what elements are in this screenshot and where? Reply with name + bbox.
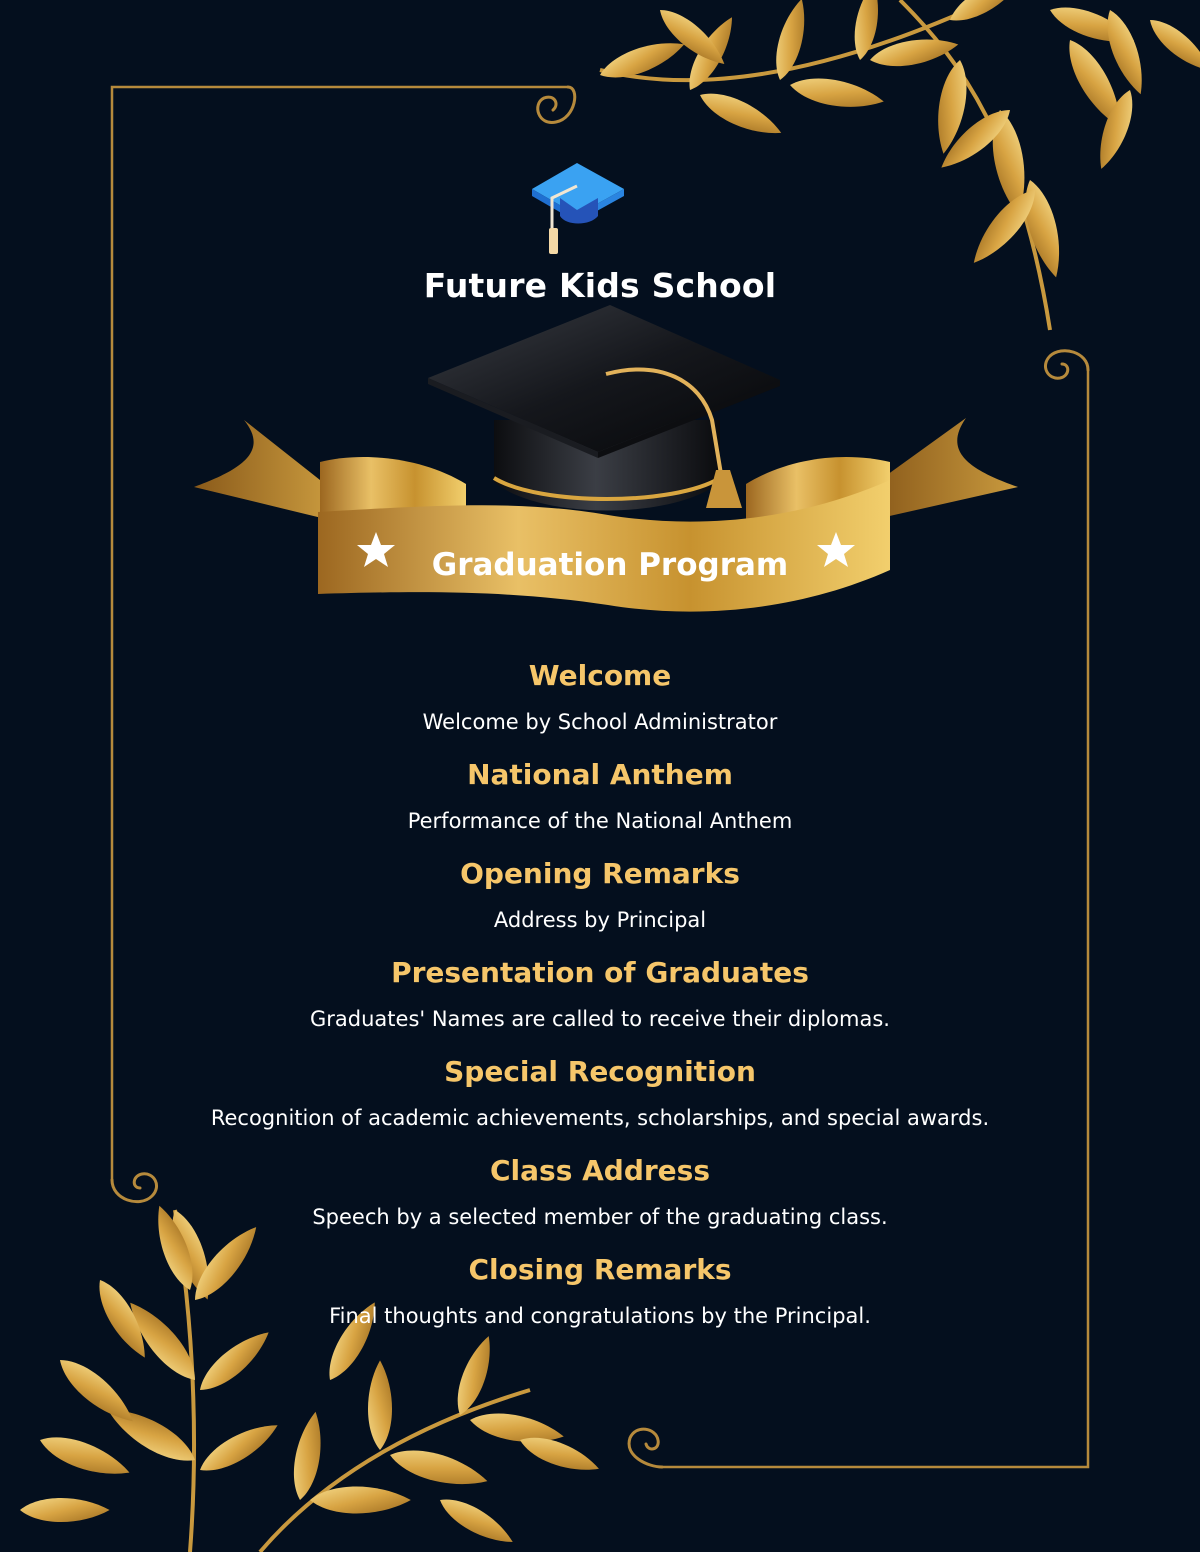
agenda-heading: Closing Remarks [468, 1253, 732, 1286]
agenda-item-closing-remarks [150, 1248, 1050, 1347]
agenda-heading: Opening Remarks [460, 857, 740, 890]
agenda-description: Final thoughts and congratulations by the Principal. [329, 1304, 871, 1328]
agenda-item-national-anthem [150, 753, 1050, 852]
agenda-heading: National Anthem [467, 758, 733, 791]
swirl-ornament-icon [1045, 351, 1088, 378]
agenda-description: Performance of the National Anthem [407, 809, 793, 833]
agenda-item-opening-remarks [150, 852, 1050, 951]
swirl-ornament-icon [538, 87, 575, 122]
agenda-description: Welcome by School Administrator [422, 710, 778, 734]
swirl-ornament-icon [629, 1429, 662, 1467]
agenda-item-special-recognition [150, 1050, 1050, 1149]
agenda-heading: Class Address [489, 1154, 710, 1187]
mortarboard-icon [428, 305, 780, 511]
agenda-description: Speech by a selected member of the graduating class. [312, 1205, 888, 1229]
program-title: Graduation Program [431, 547, 789, 583]
agenda-heading: Welcome [528, 659, 672, 692]
agenda-description: Graduates' Names are called to receive their diplomas. [310, 1007, 890, 1031]
agenda-description: Recognition of academic achievements, scholarships, and special awards. [210, 1106, 990, 1130]
school-name: Future Kids School [423, 266, 777, 305]
graduation-cap-blue-icon [532, 163, 624, 254]
agenda-heading: Special Recognition [444, 1055, 756, 1088]
program-agenda [150, 654, 1050, 1347]
agenda-item-presentation-of-graduates [150, 951, 1050, 1050]
agenda-item-class-address [150, 1149, 1050, 1248]
agenda-description: Address by Principal [493, 908, 707, 932]
agenda-item-welcome [150, 654, 1050, 753]
agenda-heading: Presentation of Graduates [391, 956, 809, 989]
